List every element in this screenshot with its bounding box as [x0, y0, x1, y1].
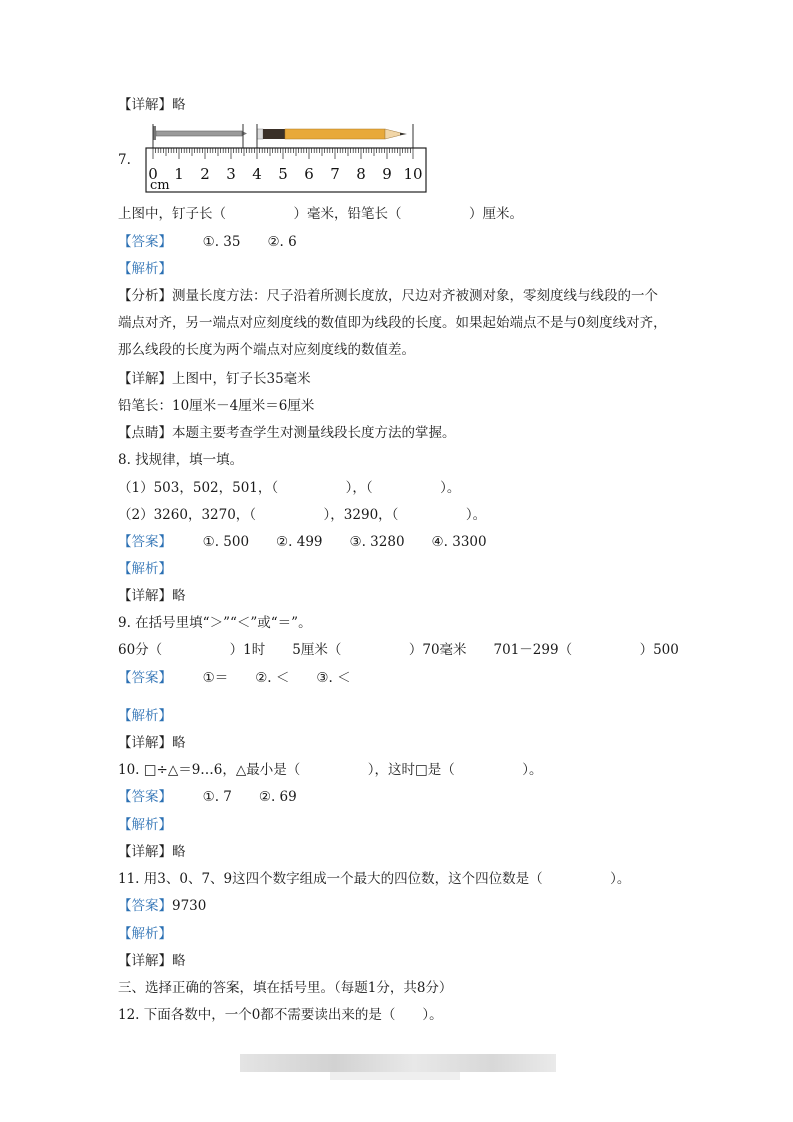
question-11-analysis-tag: 【解析】: [118, 926, 172, 942]
ruler-number: 6: [304, 165, 314, 183]
question-7-detail-1: 【详解】上图中，钉子长35毫米: [118, 371, 311, 387]
question-10-title: 10. □÷△＝9…6，△最小是（ ），这时□是（ ）。: [118, 762, 543, 778]
answer-values: ①. 500 ②. 499 ③. 3280 ④. 3300: [202, 534, 487, 550]
question-7-fenxi-3: 那么线段的长度为两个端点对应刻度线的数值差。: [118, 342, 415, 358]
question-10-answer: [118, 788, 297, 806]
answer-tag: 【答案】: [118, 670, 172, 686]
question-8-title: 8. 找规律，填一填。: [118, 452, 244, 468]
section-3-heading: 三、选择正确的答案，填在括号里。（每题1分，共8分）: [118, 980, 453, 996]
question-7-detail-2: 铅笔长：10厘米－4厘米＝6厘米: [118, 398, 315, 414]
question-7-text: 上图中，钉子长（ ）毫米，铅笔长（ ）厘米。: [118, 206, 523, 222]
answer-values: ①. 35 ②. 6: [202, 234, 297, 250]
question-8-detail: 【详解】略: [118, 588, 186, 604]
ruler-number: 10: [403, 165, 423, 183]
question-9-items: 60分（ ）1时 5厘米（ ）70毫米 701－299（ ）500: [118, 642, 679, 658]
detail-line: 【详解】略: [118, 97, 186, 113]
ruler-number: 7: [330, 165, 340, 183]
question-10-detail: 【详解】略: [118, 844, 186, 860]
ruler-number: 5: [278, 165, 288, 183]
question-8-analysis-tag: 【解析】: [118, 561, 172, 577]
question-7-fenxi-2: 端点对齐，另一端点对应刻度线的数值即为线段的长度。如果起始端点不是与0刻度线对齐，: [118, 315, 667, 331]
pencil-icon: [257, 129, 407, 139]
question-9-analysis-tag: 【解析】: [118, 708, 172, 724]
question-9-title: 9. 在括号里填“＞”“＜”或“＝”。: [118, 615, 312, 631]
question-11-detail: 【详解】略: [118, 953, 186, 969]
question-11-answer: [118, 897, 206, 915]
ruler-svg: [145, 122, 435, 194]
question-7-number: 7.: [118, 152, 131, 168]
answer-tag: 【答案】: [118, 234, 172, 250]
ruler-number: 9: [382, 165, 392, 183]
question-10-analysis-tag: 【解析】: [118, 817, 172, 833]
answer-values: ①＝ ②. ＜ ③. ＜: [202, 670, 351, 686]
ruler-number: 4: [252, 165, 262, 183]
nail-icon: [153, 126, 247, 140]
question-11-title: 11. 用3、0、7、9这四个数字组成一个最大的四位数，这个四位数是（ ）。: [118, 871, 631, 887]
question-9-answer: [118, 669, 351, 687]
question-8-part-1: （1）503，502，501，（ ），（ ）。: [118, 480, 461, 496]
ruler-number: 1: [174, 165, 184, 183]
answer-tag: 【答案】: [118, 898, 172, 914]
ruler-number: 3: [226, 165, 236, 183]
question-9-detail: 【详解】略: [118, 735, 186, 751]
question-8-answer: [118, 533, 487, 551]
question-7-comment: 【点睛】本题主要考查学生对测量线段长度方法的掌握。: [118, 425, 456, 441]
blurred-footer-sub: [330, 1072, 460, 1080]
question-7-analysis-tag: 【解析】: [118, 261, 172, 277]
ruler-number: 2: [200, 165, 210, 183]
ruler-number: 0: [148, 165, 158, 183]
question-7-answer: [118, 233, 297, 251]
ruler-figure: [145, 122, 435, 194]
answer-values: 9730: [172, 898, 207, 914]
question-7-fenxi-1: 【分析】测量长度方法：尺子沿着所测长度放，尺边对齐被测对象，零刻度线与线段的一个: [118, 288, 658, 304]
ruler-unit: cm: [150, 178, 170, 193]
answer-tag: 【答案】: [118, 534, 172, 550]
answer-tag: 【答案】: [118, 789, 172, 805]
ruler-number: 8: [356, 165, 366, 183]
blurred-footer: [240, 1054, 556, 1072]
question-8-part-2: （2）3260，3270，（ ），3290，（ ）。: [118, 507, 487, 523]
question-12-title: 12. 下面各数中，一个0都不需要读出来的是（ ）。: [118, 1007, 443, 1023]
answer-values: ①. 7 ②. 69: [202, 789, 297, 805]
